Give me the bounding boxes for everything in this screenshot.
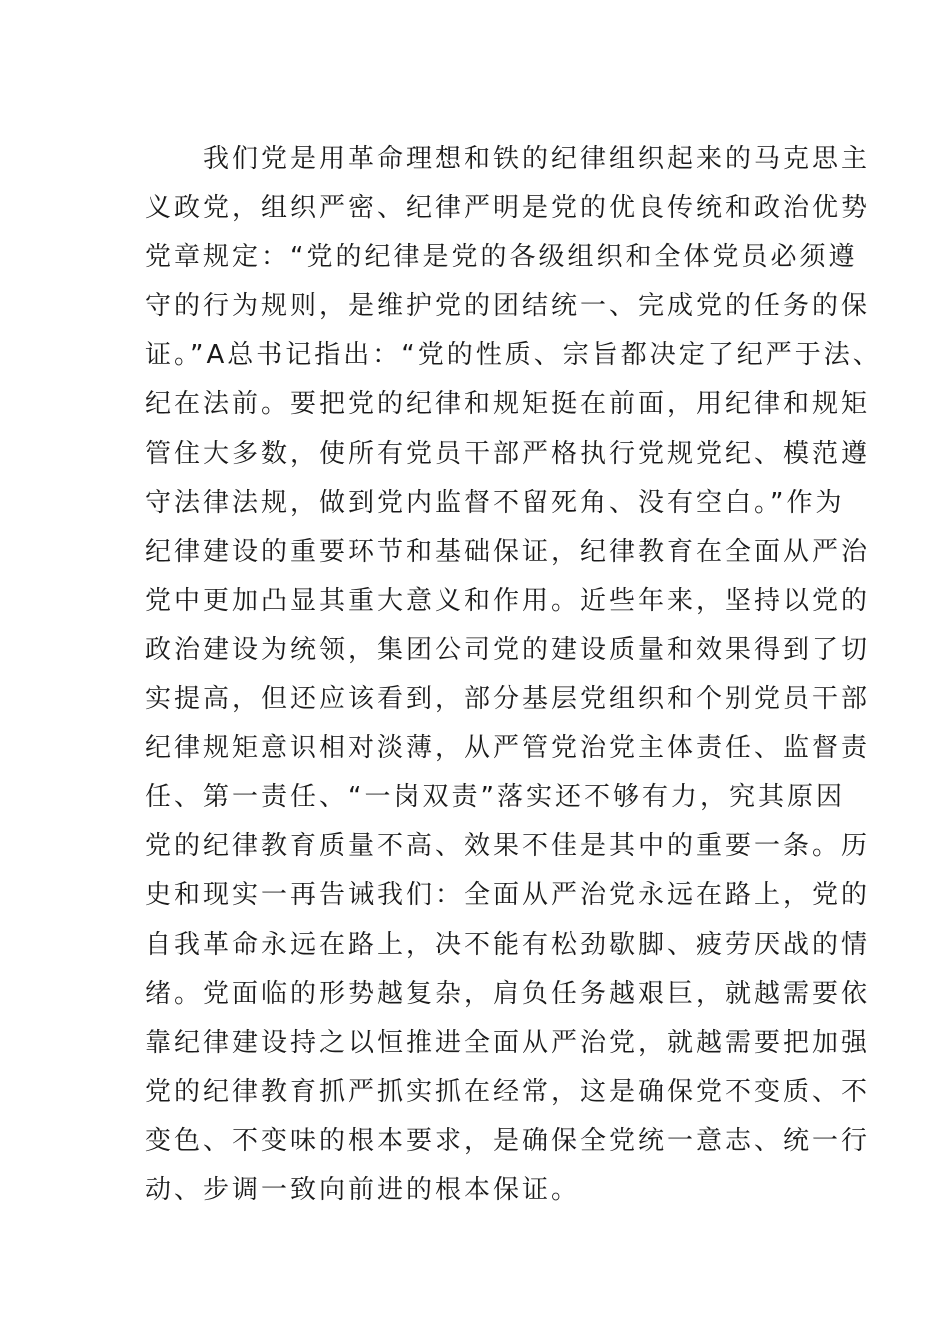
text-line: 守的行为规则，是维护党的团结统一、完成党的任务的保 [145, 291, 871, 322]
text-line: 我们党是用革命理想和铁的纪律组织起来的马克思主 [145, 144, 871, 174]
text-line: 动、步调一致向前进的根本保证。 [145, 1174, 581, 1205]
text-line: 证。”A总书记指出：“党的性质、宗旨都决定了纪严于法、 [145, 340, 882, 371]
text-line: 党的纪律教育质量不高、效果不佳是其中的重要一条。历 [145, 831, 871, 862]
text-line: 党的纪律教育抓严抓实抓在经常，这是确保党不变质、不 [145, 1076, 871, 1107]
text-line: 守法律法规，做到党内监督不留死角、没有空白。”作为 [145, 487, 845, 518]
text-line: 管住大多数，使所有党员干部严格执行党规党纪、模范遵 [145, 438, 871, 469]
text-line: 绪。党面临的形势越复杂，肩负任务越艰巨，就越需要依 [145, 978, 871, 1009]
text-line: 党中更加凸显其重大意义和作用。近些年来，坚持以党的 [145, 585, 871, 616]
text-line: 靠纪律建设持之以恒推进全面从严治党，就越需要把加强 [145, 1027, 871, 1058]
text-line: 纪律建设的重要环节和基础保证，纪律教育在全面从严治 [145, 536, 871, 567]
text-line: 任、第一责任、“一岗双责”落实还不够有力，究其原因 [145, 782, 845, 813]
text-line: 纪在法前。要把党的纪律和规矩挺在前面，用纪律和规矩 [145, 389, 871, 420]
text-line: 纪律规矩意识相对淡薄，从严管党治党主体责任、监督责 [145, 733, 871, 764]
text-line: 自我革命永远在路上，决不能有松劲歇脚、疲劳厌战的情 [145, 929, 871, 960]
text-line: 党章规定：“党的纪律是党的各级组织和全体党员必须遵 [145, 242, 858, 273]
text-line: 变色、不变味的根本要求，是确保全党统一意志、统一行 [145, 1125, 871, 1156]
text-line: 义政党，组织严密、纪律严明是党的优良传统和政治优势 [145, 193, 871, 224]
text-line: 实提高，但还应该看到，部分基层党组织和个别党员干部 [145, 684, 871, 715]
body-paragraph [145, 135, 882, 1215]
text-line: 史和现实一再告诫我们：全面从严治党永远在路上，党的 [145, 880, 871, 911]
text-line: 政治建设为统领，集团公司党的建设质量和效果得到了切 [145, 634, 871, 665]
